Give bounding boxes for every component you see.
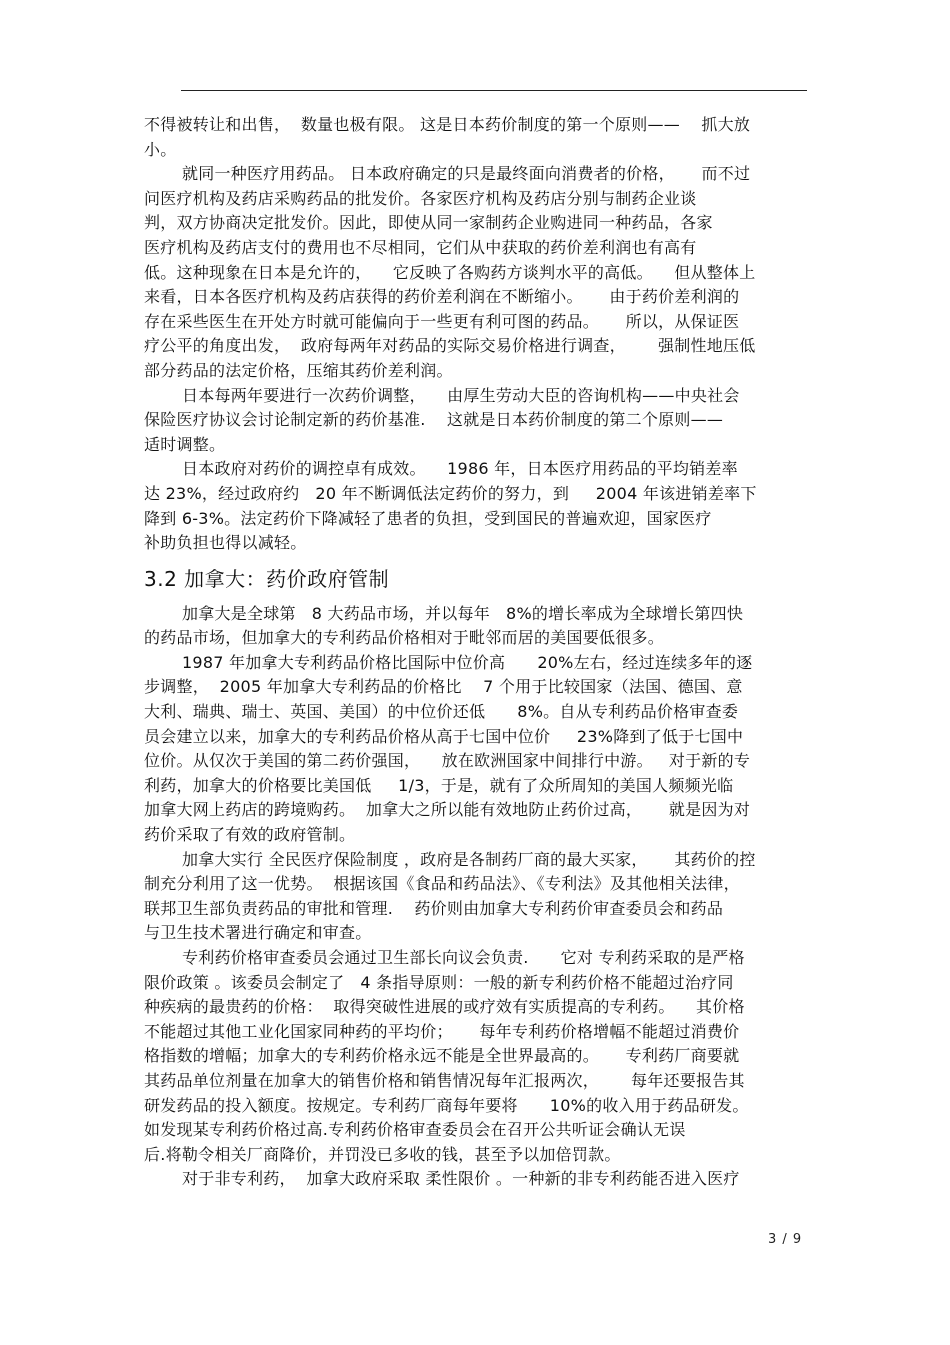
- text-line: 联邦卫生部负责药品的审批和管理. 药价则由加拿大专利药价审查委员会和药品: [144, 898, 724, 918]
- text-line: 制充分利用了这一优势。 根据该国《食品和药品法》、《专利法》及其他相关法律，: [144, 874, 740, 894]
- text-line: 日本政府对药价的调控卓有成效。 1986 年，日本医疗用药品的平均销差率: [182, 459, 738, 479]
- text-line: 种疾病的最贵药的价格： 取得突破性进展的或疗效有实质提高的专利药。 其价格: [144, 997, 745, 1017]
- text-line: 的药品市场，但加拿大的专利药品价格相对于毗邻而居的美国要低很多。: [144, 628, 665, 648]
- text-line: 不能超过其他工业化国家同种药的平均价； 每年专利药价格增幅不能超过消费价: [144, 1021, 740, 1041]
- paragraph: [144, 1167, 806, 1192]
- text-line: 存在采些医生在开处方时就可能偏向于一些更有利可图的药品。 所以，从保证医: [144, 311, 740, 331]
- paragraph: [144, 848, 806, 946]
- text-line: 就同一种医疗用药品。 日本政府确定的只是最终面向消费者的价格， 而不过: [182, 164, 751, 184]
- text-line: 小。: [144, 139, 177, 159]
- text-line: 员会建立以来，加拿大的专利药品价格从高于七国中位价 23%降到了低于七国中: [144, 726, 744, 746]
- text-line: 加拿大是全球第 8 大药品市场，并以每年 8%的增长率成为全球增长第四快: [182, 603, 744, 623]
- paragraph: [144, 457, 806, 555]
- text-line: 来看，日本各医疗机构及药店获得的药价差利润在不断缩小。 由于药价差利润的: [144, 287, 740, 307]
- text-line: 补助负担也得以减轻。: [144, 533, 307, 553]
- text-line: 后.将勒令相关厂商降价，并罚没已多收的钱，甚至予以加倍罚款。: [144, 1144, 621, 1164]
- text-line: 问医疗机构及药店采购药品的批发价。各家医疗机构及药店分别与制药企业谈: [144, 188, 697, 208]
- text-line: 与卫生技术署进行确定和审查。: [144, 923, 372, 943]
- text-line: 不得被转让和出售， 数量也极有限。 这是日本药价制度的第一个原则—— 抓大放: [144, 115, 751, 134]
- text-line: 大利、瑞典、瑞士、英国、美国）的中位价还低 8%。自从专利药品价格审查委: [144, 702, 739, 722]
- paragraph: [144, 162, 806, 383]
- paragraph: [144, 384, 806, 458]
- text-line: 格指数的增幅；加拿大的专利药价格永远不能是全世界最高的。 专利药厂商要就: [144, 1046, 740, 1066]
- text-line: 降到 6-3%。法定药价下降减轻了患者的负担，受到国民的普遍欢迎，国家医疗: [144, 508, 712, 528]
- section-heading: 3.2 加拿大：药价政府管制: [144, 566, 390, 591]
- text-line: 药价采取了有效的政府管制。: [144, 825, 356, 845]
- paragraph: [144, 946, 806, 1167]
- text-line: 研发药品的投入额度。按规定。专利药厂商每年要将 10%的收入用于药品研发。: [144, 1095, 749, 1115]
- text-line: 其药品单位剂量在加拿大的销售价格和销售情况每年汇报两次， 每年还要报告其: [144, 1070, 745, 1090]
- text-line: 步调整， 2005 年加拿大专利药品的价格比 7 个用于比较国家（法国、德国、意: [144, 677, 743, 697]
- text-line: 低。这种现象在日本是允许的， 它反映了各购药方谈判水平的高低。 但从整体上: [144, 262, 756, 282]
- text-line: 对于非专利药， 加拿大政府采取 柔性限价 。一种新的非专利药能否进入医疗: [182, 1169, 740, 1189]
- text-line: 判，双方协商决定批发价。因此，即使从同一家制药企业购进同一种药品，各家: [144, 213, 713, 233]
- header-rule: [181, 90, 807, 91]
- page-number: 3 / 9: [768, 1232, 803, 1247]
- document-body: [144, 113, 806, 1192]
- text-line: 如发现某专利药价格过高.专利药价格审查委员会在召开公共听证会确认无误: [144, 1120, 686, 1140]
- text-line: 利药，加拿大的价格要比美国低 1/3，于是，就有了众所周知的美国人频频光临: [144, 775, 734, 795]
- text-line: 适时调整。: [144, 434, 226, 454]
- text-line: 位价。从仅次于美国的第二药价强国， 放在欧洲国家中间排行中游。 对于新的专: [144, 751, 751, 771]
- text-line: 限价政策 。该委员会制定了 4 条指导原则：一般的新专利药价格不能超过治疗同: [144, 972, 734, 992]
- text-line: 加拿大实行 全民医疗保险制度 ，政府是各制药厂商的最大买家， 其药价的控: [182, 849, 756, 869]
- text-line: 医疗机构及药店支付的费用也不尽相同，它们从中获取的药价差利润也有高有: [144, 237, 697, 257]
- text-line: 保险医疗协议会讨论制定新的药价基准. 这就是日本药价制度的第二个原则——: [144, 410, 724, 430]
- paragraph: [144, 602, 806, 651]
- text-line: 日本每两年要进行一次药价调整， 由厚生劳动大臣的咨询机构——中央社会: [182, 385, 740, 405]
- text-line: 专利药价格审查委员会通过卫生部长向议会负责. 它对 专利药采取的是严格: [182, 948, 745, 967]
- paragraph: [144, 651, 806, 848]
- paragraph: [144, 113, 806, 162]
- text-line: 疗公平的角度出发， 政府每两年对药品的实际交易价格进行调查， 强制性地压低: [144, 336, 756, 356]
- text-line: 达 23%，经过政府约 20 年不断调低法定药价的努力，到 2004 年该进销差率下: [144, 483, 757, 503]
- text-line: 加拿大网上药店的跨境购药。 加拿大之所以能有效地防止药价过高， 就是因为对: [144, 800, 751, 820]
- text-line: 部分药品的法定价格，压缩其药价差利润。: [144, 360, 453, 380]
- text-line: 1987 年加拿大专利药品价格比国际中位价高 20%左右，经过连续多年的逐: [182, 652, 753, 672]
